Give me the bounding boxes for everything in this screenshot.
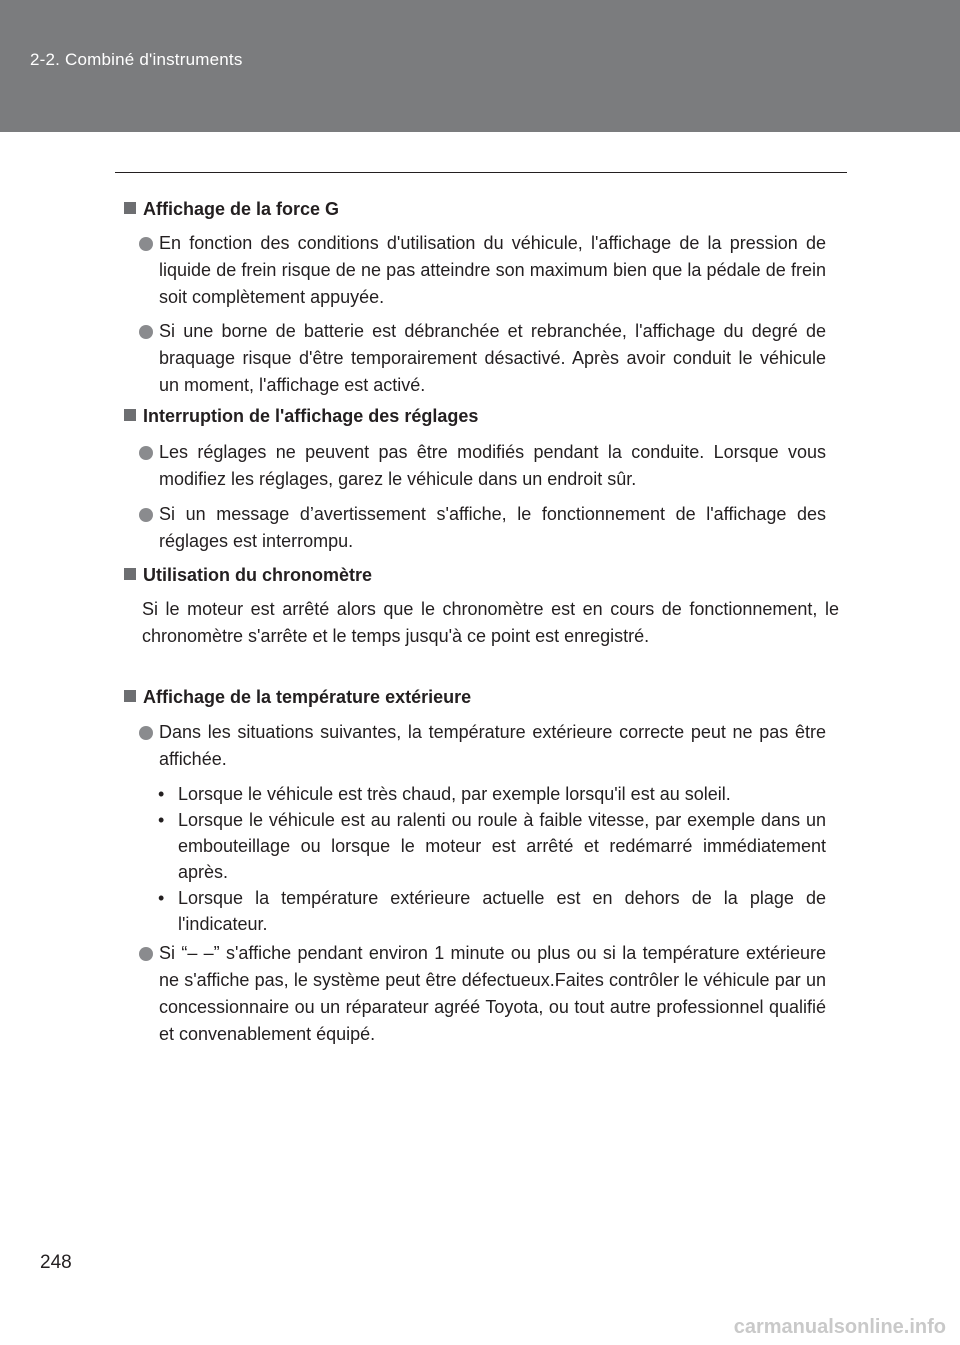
sub-list-item <box>158 807 826 885</box>
list-item-text: Dans les situations suivantes, la température extérieure correcte peut ne pas être affichée. <box>159 722 826 769</box>
section-title-interruption <box>124 402 478 430</box>
list-item <box>139 439 826 493</box>
list-item <box>139 318 826 399</box>
watermark: carmanualsonline.info <box>733 1316 946 1338</box>
list-item <box>139 719 826 773</box>
list-item-text: Si “– –” s'affiche pendant environ 1 minute ou plus ou si la température extérieure ne s'affiche pas, le système peut être défectueux.Faites contrôler le véhicule par un concessionnaire ou un réparateur agréé Toyota, ou tout autre professionnel qualifié et convenablement équipé. <box>159 943 826 1044</box>
square-bullet-icon <box>124 202 136 214</box>
list-item-text: En fonction des conditions d'utilisation du véhicule, l'affichage de la pression de liquide de frein risque de ne pas atteindre son maximum bien que la pédale de frein soit complètement appuyée. <box>159 233 826 307</box>
header-band <box>0 0 960 132</box>
section-title-text: Interruption de l'affichage des réglages <box>143 406 479 426</box>
header-title: 2-2. Combiné d'instruments <box>30 50 243 69</box>
list-item <box>139 940 826 1048</box>
list-item-text: Si une borne de batterie est débranchée et rebranchée, l'affichage du degré de braquage risque d'être temporairement désactivé. Après avoir conduit le véhicule un moment, l'affichage est activé. <box>159 321 826 395</box>
section-title-chronometre <box>124 561 372 589</box>
dot-bullet: • <box>158 784 165 804</box>
list-item-text: Les réglages ne peuvent pas être modifiés pendant la conduite. Lorsque vous modifiez les réglages, garez le véhicule dans un endroit sûr. <box>159 442 826 489</box>
sub-list-item-text: Lorsque le véhicule est au ralenti ou roule à faible vitesse, par exemple dans un embouteillage ou lorsque le moteur est arrêté et redémarré immédiatement après. <box>178 810 826 882</box>
section-title-temperature <box>124 683 471 711</box>
circle-bullet-icon <box>139 325 153 339</box>
sub-list-item <box>158 885 826 937</box>
circle-bullet-icon <box>139 947 153 961</box>
circle-bullet-icon <box>139 237 153 251</box>
dot-bullet: • <box>158 888 165 908</box>
divider-line <box>115 172 847 173</box>
list-item <box>139 230 826 311</box>
circle-bullet-icon <box>139 508 153 522</box>
square-bullet-icon <box>124 409 136 421</box>
dot-bullet: • <box>158 810 165 830</box>
page-number: 248 <box>40 1252 72 1273</box>
list-item <box>139 501 826 555</box>
section-paragraph: Si le moteur est arrêté alors que le chronomètre est en cours de fonctionnement, le chronomètre s'arrête et le temps jusqu'à ce point est enregistré. <box>142 599 839 646</box>
section-title-text: Utilisation du chronomètre <box>143 565 373 585</box>
list-item-text: Si un message d’avertissement s'affiche, le fonctionnement de l'affichage des réglages est interrompu. <box>159 504 826 551</box>
square-bullet-icon <box>124 568 136 580</box>
section-title-force-g <box>124 195 339 223</box>
sub-list-item-text: Lorsque la température extérieure actuelle est en dehors de la plage de l'indicateur. <box>178 888 826 934</box>
square-bullet-icon <box>124 690 136 702</box>
circle-bullet-icon <box>139 726 153 740</box>
section-title-text: Affichage de la température extérieure <box>143 687 472 707</box>
sub-list-item <box>158 781 826 807</box>
sub-list-item-text: Lorsque le véhicule est très chaud, par exemple lorsqu'il est au soleil. <box>178 784 731 804</box>
section-title-text: Affichage de la force G <box>143 199 340 219</box>
circle-bullet-icon <box>139 446 153 460</box>
